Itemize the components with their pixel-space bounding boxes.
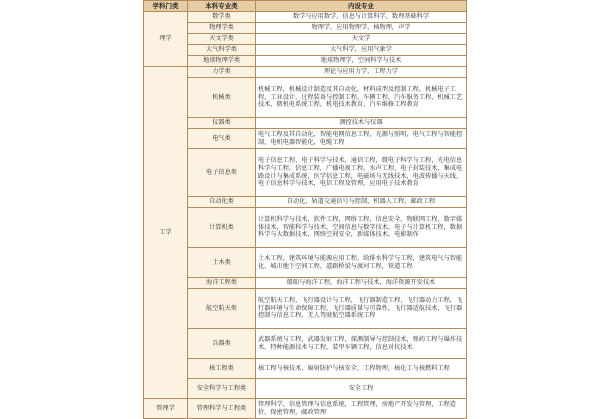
table-row bbox=[144, 12, 467, 23]
majors-cell: 管理科学，信息管理与信息系统，工程管理，房地产开发与管理，工程造价，保密管理，邮政管理 bbox=[256, 399, 467, 419]
majors-cell: 天文学 bbox=[256, 34, 467, 45]
majors-cell: 大气科学，应用气象学 bbox=[256, 45, 467, 56]
category-engineering: 工学 bbox=[144, 67, 188, 399]
subject-class: 安全科学与工程类 bbox=[188, 379, 256, 399]
table-row bbox=[144, 278, 467, 289]
table-row bbox=[144, 379, 467, 399]
majors-table bbox=[143, 0, 467, 419]
table-header-row bbox=[144, 1, 467, 12]
category-management: 管理学 bbox=[144, 399, 188, 419]
subject-class: 电气类 bbox=[188, 129, 256, 149]
subject-class: 海洋工程类 bbox=[188, 278, 256, 289]
majors-cell: 核工程与核技术，辐射防护与核安全，工程物理，核化工与核燃料工程 bbox=[256, 359, 467, 379]
majors-cell: 物理学，应用物理学，核物理，声学 bbox=[256, 23, 467, 34]
table-row bbox=[144, 359, 467, 379]
majors-cell: 自动化，轨道交通信号与控制，机器人工程，邮政工程 bbox=[256, 197, 467, 208]
subject-class: 地球物理学类 bbox=[188, 56, 256, 67]
header-category: 学科门类 bbox=[144, 1, 188, 12]
subject-class: 兵器类 bbox=[188, 329, 256, 359]
table-row bbox=[144, 78, 467, 118]
table-row bbox=[144, 129, 467, 149]
table-row bbox=[144, 289, 467, 329]
majors-table-sheet bbox=[143, 0, 466, 416]
category-science: 理学 bbox=[144, 12, 188, 67]
subject-class: 仪器类 bbox=[188, 118, 256, 129]
subject-class: 大气科学类 bbox=[188, 45, 256, 56]
header-majors: 内设专业 bbox=[256, 1, 467, 12]
subject-class: 天文学类 bbox=[188, 34, 256, 45]
table-row bbox=[144, 329, 467, 359]
subject-class: 自动化类 bbox=[188, 197, 256, 208]
table-row bbox=[144, 34, 467, 45]
majors-cell: 理论与应用力学，工程力学 bbox=[256, 67, 467, 78]
subject-class: 力学类 bbox=[188, 67, 256, 78]
majors-cell: 计算机科学与技术，软件工程，网络工程，信息安全，物联网工程，数字媒体技术，智能科学与技术，空间信息与数字技术，电子与计算机工程，数据科学与大数据技术，网络空间安全，新媒体技术，电影制作 bbox=[256, 208, 467, 248]
table-row bbox=[144, 149, 467, 197]
table-row bbox=[144, 399, 467, 419]
majors-cell: 航空航天工程，飞行器设计与工程，飞行器制造工程，飞行器动力工程，飞行器环境与生命保障工程，飞行器质量与可靠性，飞行器适航技术，飞行器控制与信息工程，无人驾驶航空器系统工程 bbox=[256, 289, 467, 329]
subject-class: 物理学类 bbox=[188, 23, 256, 34]
subject-class: 机械类 bbox=[188, 78, 256, 118]
majors-cell: 电子信息工程，电子科学与技术，通信工程，微电子科学与工程，光电信息科学与工程，信息工程，广播电视工程，水声工程，电子封装技术，集成电路设计与集成系统，医学信息工程，电磁场与无线技术，电波传播与天线，电子信息科学与技术，电信工程及管理，应用电子技术教育 bbox=[256, 149, 467, 197]
header-subject-class: 本科专业类 bbox=[188, 1, 256, 12]
subject-class: 航空航天类 bbox=[188, 289, 256, 329]
majors-cell: 安全工程 bbox=[256, 379, 467, 399]
subject-class: 计算机类 bbox=[188, 208, 256, 248]
majors-cell: 土木工程，建筑环境与能源应用工程，给排水科学与工程，建筑电气与智能化，城市地下空间工程，道路桥梁与渡河工程，铁道工程 bbox=[256, 248, 467, 278]
subject-class: 核工程类 bbox=[188, 359, 256, 379]
majors-cell: 武器系统与工程，武器发射工程，探测制导与控制技术，弹药工程与爆炸技术，特种能源技术与工程，装甲车辆工程，信息对抗技术 bbox=[256, 329, 467, 359]
table-row bbox=[144, 248, 467, 278]
majors-cell: 地球物理学，空间科学与技术 bbox=[256, 56, 467, 67]
subject-class: 数学类 bbox=[188, 12, 256, 23]
table-row bbox=[144, 67, 467, 78]
majors-cell: 数学与应用数学，信息与计算科学，数理基础科学 bbox=[256, 12, 467, 23]
subject-class: 管理科学与工程类 bbox=[188, 399, 256, 419]
majors-cell: 船舶与海洋工程，海洋工程与技术，海洋资源开发技术 bbox=[256, 278, 467, 289]
table-row bbox=[144, 197, 467, 208]
majors-cell: 测控技术与仪器 bbox=[256, 118, 467, 129]
table-row bbox=[144, 56, 467, 67]
table-row bbox=[144, 118, 467, 129]
table-row bbox=[144, 45, 467, 56]
subject-class: 土木类 bbox=[188, 248, 256, 278]
table-row bbox=[144, 208, 467, 248]
subject-class: 电子信息类 bbox=[188, 149, 256, 197]
majors-cell: 机械工程，机械设计制造及其自动化，材料成型及控制工程，机械电子工程，工业设计，过程装备与控制工程，车辆工程，汽车服务工程，机械工艺技术，微机电系统工程，机电技术教育，汽车维修工程教育 bbox=[256, 78, 467, 118]
majors-cell: 电气工程及其自动化，智能电网信息工程，光源与照明，电气工程与智能控制，电机电器智能化，电缆工程 bbox=[256, 129, 467, 149]
table-row bbox=[144, 23, 467, 34]
